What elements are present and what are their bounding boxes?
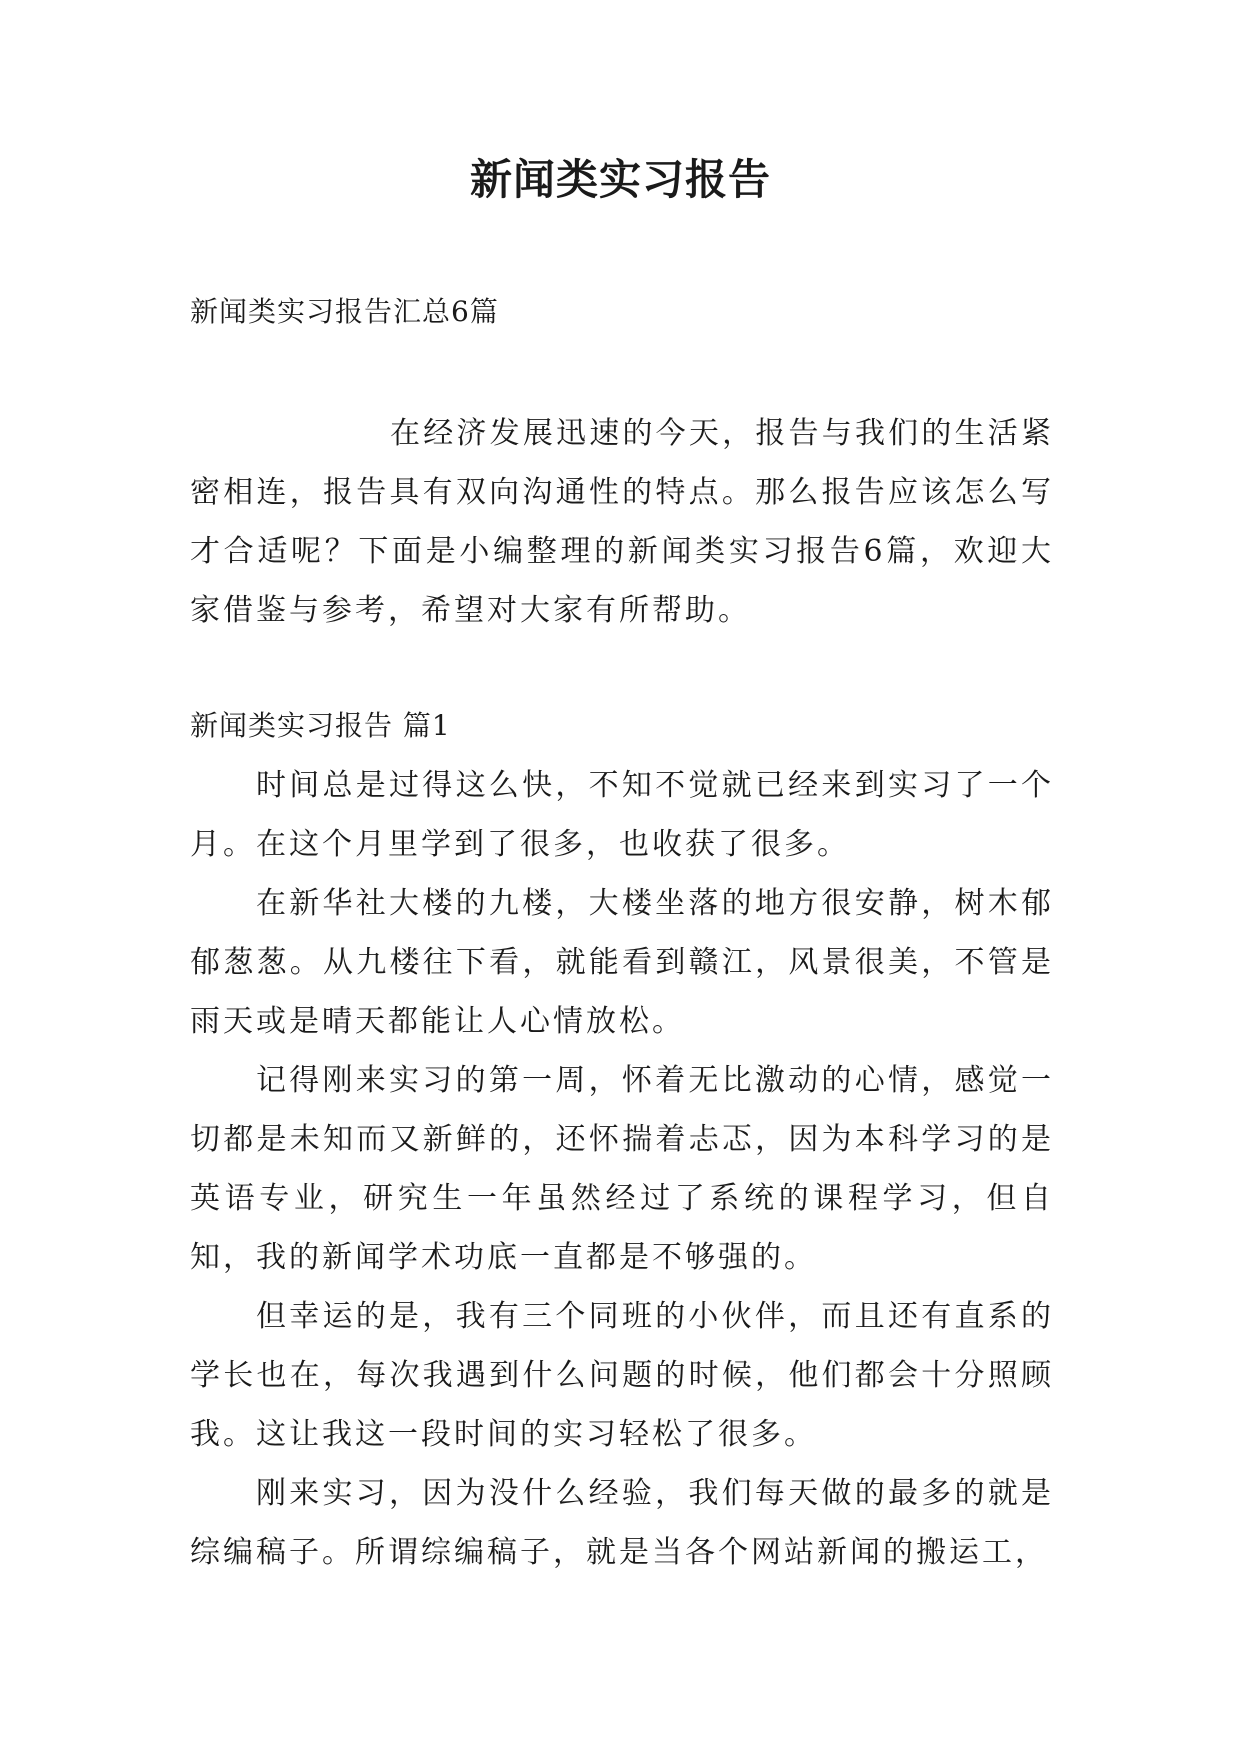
body-paragraph: 时间总是过得这么快，不知不觉就已经来到实习了一个月。在这个月里学到了很多，也收获了很多。 [190,768,1054,862]
body-paragraph: 但幸运的是，我有三个同班的小伙伴，而且还有直系的学长也在，每次我遇到什么问题的时候，他们都会十分照顾我。这让我这一段时间的实习轻松了很多。 [190,1299,1054,1452]
document-subtitle: 新闻类实习报告汇总6篇 [190,295,499,328]
section-heading: 新闻类实习报告 篇1 [190,709,451,742]
body-paragraph: 刚来实习，因为没什么经验，我们每天做的最多的就是综编稿子。所谓综编稿子，就是当各个网站新闻的搬运工， [190,1476,1054,1570]
document-title: 新闻类实习报告 [469,155,771,204]
intro-paragraph: 在经济发展迅速的今天，报告与我们的生活紧密相连，报告具有双向沟通性的特点。那么报告应该怎么写才合适呢？下面是小编整理的新闻类实习报告6篇，欢迎大家借鉴与参考，希望对大家有所帮助。 [190,416,1054,628]
section-body [190,756,1054,1582]
body-paragraph: 在新华社大楼的九楼，大楼坐落的地方很安静，树木郁郁葱葱。从九楼往下看，就能看到赣江，风景很美，不管是雨天或是晴天都能让人心情放松。 [190,886,1054,1039]
body-paragraph: 记得刚来实习的第一周，怀着无比激动的心情，感觉一切都是未知而又新鲜的，还怀揣着忐忑，因为本科学习的是英语专业，研究生一年虽然经过了系统的课程学习，但自知，我的新闻学术功底一直都是不够强的。 [190,1063,1054,1275]
